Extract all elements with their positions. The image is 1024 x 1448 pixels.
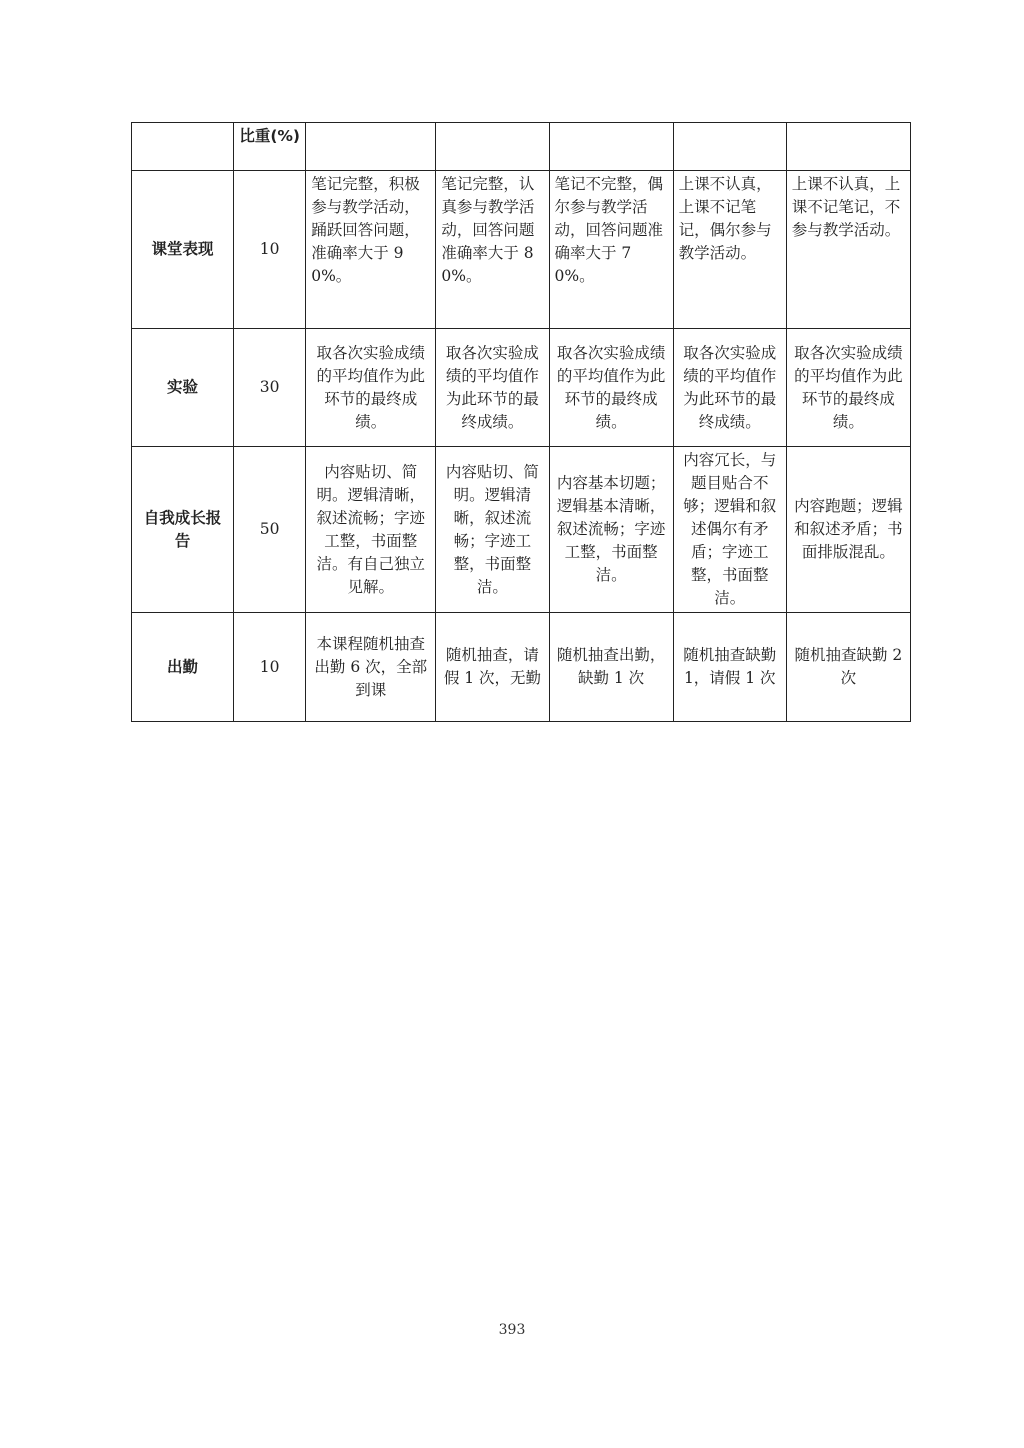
- criteria-cell: 随机抽查，请假 1 次，无勤: [436, 613, 549, 722]
- criteria-cell: 内容冗长，与题目贴合不够；逻辑和叙述偶尔有矛盾；字迹工整，书面整洁。: [673, 447, 786, 613]
- criteria-cell: 取各次实验成绩的平均值作为此环节的最终成绩。: [673, 329, 786, 447]
- criteria-cell: 随机抽查缺勤 2 次: [786, 613, 910, 722]
- row-weight: 50: [234, 447, 306, 613]
- table-row-attendance: [132, 613, 911, 722]
- criteria-cell: 取各次实验成绩的平均值作为此环节的最终成绩。: [306, 329, 436, 447]
- criteria-cell: 随机抽查出勤，缺勤 1 次: [549, 613, 673, 722]
- row-weight: 10: [234, 171, 306, 329]
- criteria-cell: 笔记完整，认真参与教学活动，回答问题准确率大于 80%。: [436, 171, 549, 329]
- header-empty-cell: [436, 123, 549, 171]
- criteria-cell: 本课程随机抽查出勤 6 次，全部到课: [306, 613, 436, 722]
- criteria-cell: 笔记完整，积极参与教学活动，踊跃回答问题，准确率大于 90%。: [306, 171, 436, 329]
- row-name: 实验: [132, 329, 234, 447]
- row-name: 出勤: [132, 613, 234, 722]
- row-weight: 10: [234, 613, 306, 722]
- criteria-cell: 随机抽查缺勤 1，请假 1 次: [673, 613, 786, 722]
- header-empty-cell: [306, 123, 436, 171]
- grading-table: [131, 122, 911, 722]
- table-header-row: [132, 123, 911, 171]
- row-name: 自我成长报告: [132, 447, 234, 613]
- criteria-cell: 笔记不完整，偶尔参与教学活动，回答问题准确率大于 70%。: [549, 171, 673, 329]
- header-empty-cell: [673, 123, 786, 171]
- criteria-cell: 上课不认真，上课不记笔记，不参与教学活动。: [786, 171, 910, 329]
- row-name: 课堂表现: [132, 171, 234, 329]
- header-empty-cell: [786, 123, 910, 171]
- criteria-cell: 内容跑题；逻辑和叙述矛盾；书面排版混乱。: [786, 447, 910, 613]
- table-row-growth-report: [132, 447, 911, 613]
- criteria-cell: 上课不认真，上课不记笔记，偶尔参与教学活动。: [673, 171, 786, 329]
- table-row-experiment: [132, 329, 911, 447]
- criteria-cell: 取各次实验成绩的平均值作为此环节的最终成绩。: [436, 329, 549, 447]
- header-empty-cell: [549, 123, 673, 171]
- criteria-cell: 取各次实验成绩的平均值作为此环节的最终成绩。: [549, 329, 673, 447]
- header-weight-label: 比重(%): [234, 123, 306, 171]
- header-empty-cell: [132, 123, 234, 171]
- criteria-cell: 取各次实验成绩的平均值作为此环节的最终成绩。: [786, 329, 910, 447]
- page-number: 393: [498, 1322, 526, 1338]
- criteria-cell: 内容贴切、简明。逻辑清晰，叙述流畅；字迹工整，书面整洁。: [436, 447, 549, 613]
- criteria-cell: 内容基本切题；逻辑基本清晰，叙述流畅；字迹工整，书面整洁。: [549, 447, 673, 613]
- criteria-cell: 内容贴切、简明。逻辑清晰，叙述流畅；字迹工整，书面整洁。有自己独立见解。: [306, 447, 436, 613]
- table-row-classroom: [132, 171, 911, 329]
- row-weight: 30: [234, 329, 306, 447]
